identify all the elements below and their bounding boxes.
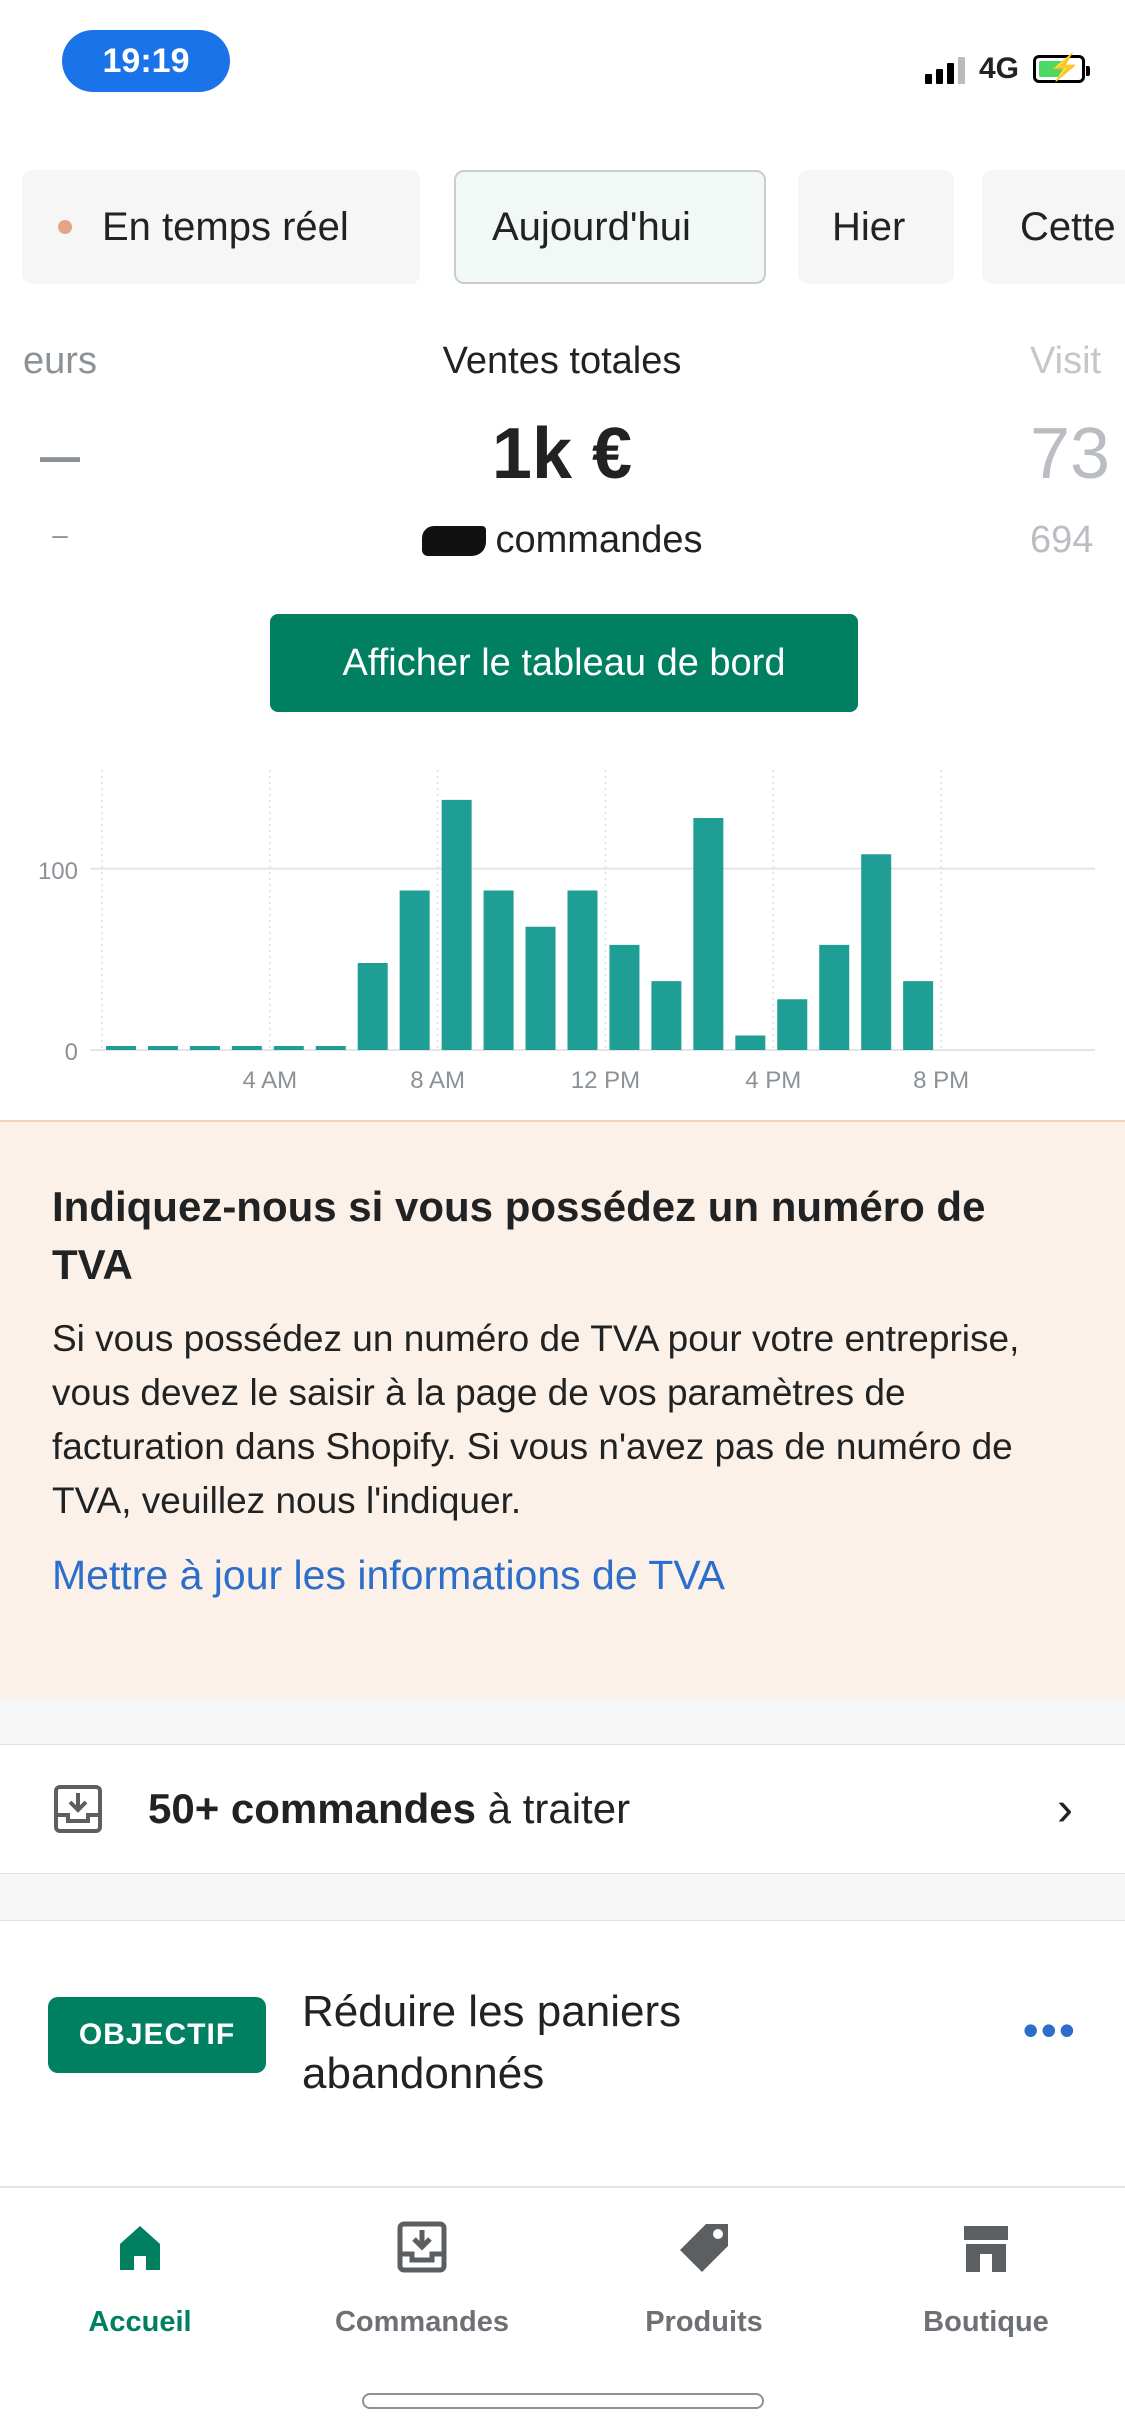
section-divider [0, 1698, 1125, 1744]
status-bar [0, 0, 1125, 130]
metric-label: Ventes totales [442, 340, 682, 382]
chart-bar [484, 891, 514, 1051]
status-time[interactable]: 19:19 [62, 30, 230, 92]
chart-bar [861, 854, 891, 1050]
orders-count: 50+ commandes [148, 1785, 477, 1832]
tag-icon [674, 2218, 734, 2278]
metric-label: eurs [23, 340, 97, 382]
metric-value: – [39, 414, 81, 494]
vat-banner [0, 1120, 1125, 1698]
chart-bar [400, 891, 430, 1051]
tab-today[interactable] [454, 170, 766, 284]
period-tabs [0, 170, 1125, 286]
nav-label: Commandes [334, 2306, 510, 2338]
sales-chart [0, 740, 1125, 1120]
y-tick-label: 100 [37, 857, 78, 885]
chart-bar [106, 1046, 136, 1050]
metric-sub: – [52, 519, 68, 550]
metric-value: 73 [1030, 414, 1111, 494]
chart-bar [693, 818, 723, 1050]
tab-label: Aujourd'hui [492, 204, 691, 249]
inbox-download-icon [52, 1783, 104, 1835]
live-dot-icon [58, 220, 72, 234]
nav-store[interactable] [876, 2218, 1096, 2339]
store-icon [956, 2218, 1016, 2278]
orders-text [148, 1785, 1057, 1833]
tab-realtime[interactable] [22, 170, 420, 284]
chart-bar [358, 963, 388, 1050]
x-tick-label: 8 PM [913, 1067, 970, 1094]
redaction-mark [422, 526, 486, 556]
x-tick-label: 8 AM [410, 1067, 465, 1094]
objective-title: Réduire les paniers abandonnés [302, 1987, 682, 2098]
chart-bar [651, 981, 681, 1050]
banner-text: Si vous possédez un numéro de TVA pour votre entreprise, vous devez le saisir à la page de vos paramètres de facturation dans Shopify. Si vous n'avez pas de numéro de TVA, veuillez nous l'indiquer. [52, 1318, 1020, 1521]
x-tick-label: 12 PM [570, 1067, 641, 1094]
nav-label: Boutique [923, 2306, 1049, 2338]
chart-bar [735, 1036, 765, 1051]
orders-suffix: à traiter [476, 1785, 631, 1832]
metric-sub: 694 [1030, 519, 1094, 561]
chart-bar [148, 1046, 178, 1050]
banner-title: Indiquez-nous si vous possédez un numéro de TVA [52, 1183, 986, 1288]
chart-bar [442, 800, 472, 1050]
metric-value: 1k € [491, 414, 633, 494]
metric-left[interactable] [0, 340, 160, 551]
chart-bar [274, 1046, 304, 1050]
objective-badge: OBJECTIF [48, 1997, 266, 2073]
chart-bar [567, 891, 597, 1051]
nav-home[interactable] [30, 2218, 250, 2339]
chart-bar [819, 945, 849, 1050]
chart-bar [316, 1046, 346, 1050]
x-tick-label: 4 PM [745, 1067, 802, 1094]
nav-label: Produits [645, 2306, 763, 2338]
orders-to-process-row[interactable] [0, 1744, 1125, 1874]
tab-this-period[interactable] [982, 170, 1125, 284]
chart-bar [190, 1046, 220, 1050]
nav-products[interactable] [594, 2218, 814, 2339]
view-dashboard-button[interactable]: Afficher le tableau de bord [270, 614, 858, 712]
status-indicators [925, 52, 1085, 86]
tab-yesterday[interactable] [798, 170, 954, 284]
objective-card[interactable] [0, 1920, 1125, 2150]
chart-bar [777, 999, 807, 1050]
update-vat-link[interactable]: Mettre à jour les informations de TVA [52, 1552, 725, 1598]
chart-bar [526, 927, 556, 1050]
network-label: 4G [978, 52, 1019, 85]
battery-icon: ⚡ [1033, 55, 1085, 83]
metric-sub-row [312, 519, 812, 562]
chart-bar [232, 1046, 262, 1050]
tab-label: Hier [832, 204, 906, 249]
tab-label: Cette [1020, 204, 1116, 249]
y-tick-label: 0 [64, 1039, 78, 1066]
home-icon [110, 2218, 170, 2278]
chart-bar [609, 945, 639, 1050]
nav-orders[interactable] [312, 2218, 532, 2339]
signal-icon [925, 54, 965, 84]
section-divider [0, 1874, 1125, 1920]
nav-label: Accueil [88, 2306, 192, 2338]
more-options-icon[interactable]: ••• [1022, 2004, 1077, 2056]
metric-sub: commandes [495, 519, 703, 561]
metric-total-sales[interactable] [312, 340, 812, 562]
chevron-right-icon: › [1057, 1782, 1073, 1836]
orders-icon [392, 2218, 452, 2278]
home-indicator [362, 2393, 764, 2409]
tab-label: En temps réel [102, 204, 349, 249]
metric-visitors[interactable] [1030, 340, 1125, 562]
chart-bar [903, 981, 933, 1050]
metric-label: Visit [1030, 340, 1102, 382]
x-tick-label: 4 AM [242, 1067, 298, 1094]
